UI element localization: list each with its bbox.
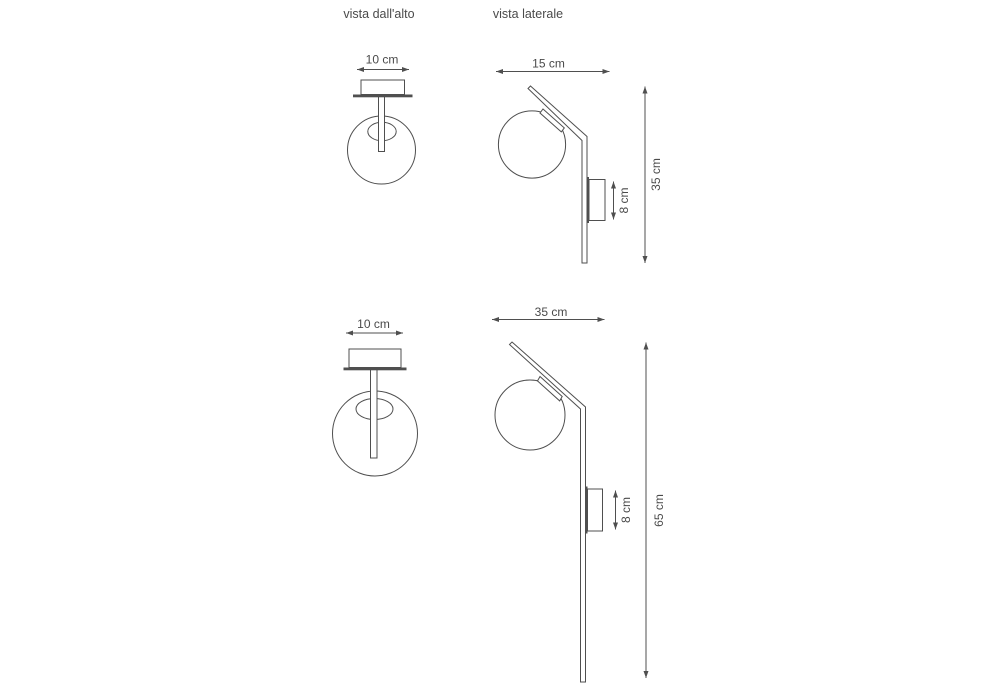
large-side-depth-label: 35 cm xyxy=(534,305,568,319)
large-wall-box xyxy=(588,489,603,531)
large-top-width-label: 10 cm xyxy=(357,317,390,331)
small-canopy-top xyxy=(361,80,405,95)
small-side-depth-label: 15 cm xyxy=(532,56,565,71)
large-bracket-label: 8 cm xyxy=(619,496,633,524)
small-height-label: 35 cm xyxy=(649,158,663,191)
small-canopy-base-plate xyxy=(353,95,413,98)
small-lamp-side-view xyxy=(496,57,663,264)
side-view-header: vista laterale xyxy=(492,7,564,21)
large-lamp-side-view xyxy=(492,305,666,682)
large-canopy-top xyxy=(349,349,401,368)
small-bracket-label: 8 cm xyxy=(617,187,631,214)
large-canopy-base-plate xyxy=(344,368,407,371)
small-stem-top xyxy=(379,97,385,152)
small-wall-box xyxy=(589,180,605,221)
small-top-width-label: 10 cm xyxy=(365,52,399,67)
large-lamp-top-view xyxy=(333,317,418,476)
large-height-label: 65 cm xyxy=(652,494,666,527)
small-lamp-top-view xyxy=(348,53,416,185)
large-stem-top xyxy=(371,369,378,458)
top-view-header: vista dall'alto xyxy=(343,7,415,21)
